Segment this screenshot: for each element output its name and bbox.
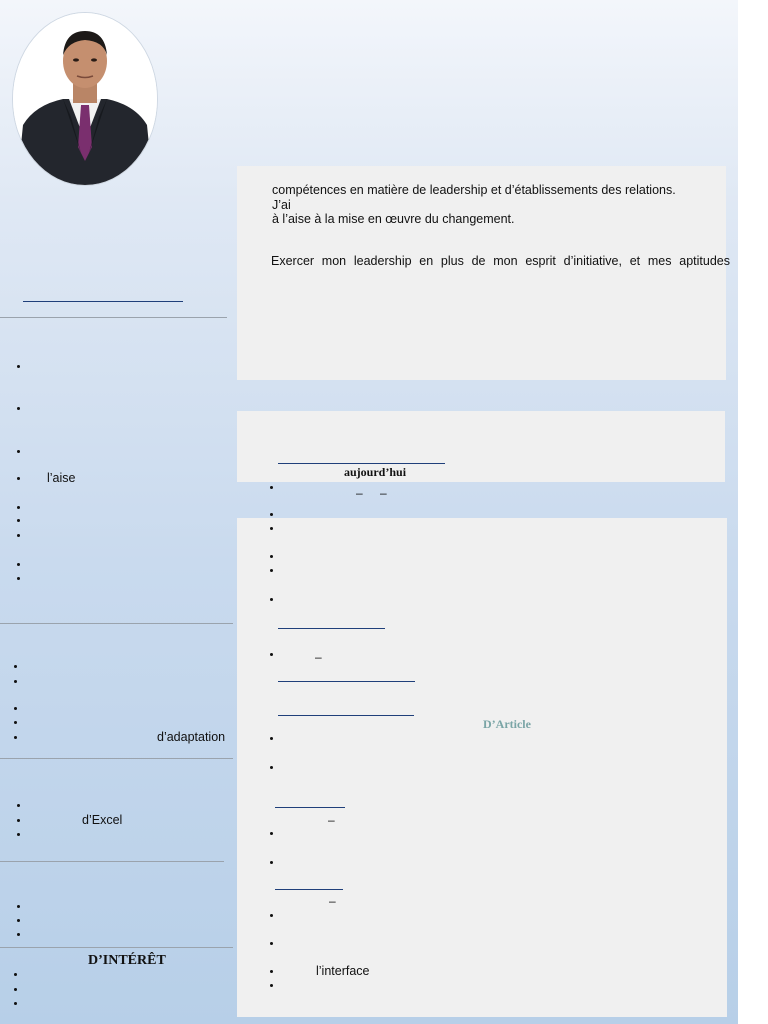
sidebar-divider: [0, 317, 227, 318]
job-title-underline: [275, 807, 345, 808]
qualities-bullet: [14, 665, 17, 668]
skills-bullet: [17, 407, 20, 410]
computing-bullet: [17, 833, 20, 836]
sidebar-divider: [0, 758, 233, 759]
experience-bullet: [270, 527, 273, 530]
summary-panel: [237, 166, 726, 380]
article-label: D’Article: [483, 717, 531, 731]
summary-line-2: J’ai: [272, 198, 291, 212]
languages-bullet: [17, 905, 20, 908]
date-dash: –: [328, 813, 335, 827]
computing-bullet: [17, 804, 20, 807]
skills-bullet: [17, 365, 20, 368]
skills-bullet: [17, 477, 20, 480]
experience-bullet: [270, 653, 273, 656]
experience-bullet: [270, 914, 273, 917]
experience-header-panel: [237, 411, 725, 482]
interests-bullet: [14, 973, 17, 976]
interests-heading: D’INTÉRÊT: [88, 953, 166, 968]
date-dash: –: [356, 486, 363, 500]
skills-bullet: [17, 519, 20, 522]
experience-bullet: [270, 832, 273, 835]
experience-bullet: [270, 737, 273, 740]
interests-bullet: [14, 1002, 17, 1005]
experience-bullet: [270, 513, 273, 516]
skills-bullet: [17, 506, 20, 509]
skills-bullet: [17, 577, 20, 580]
qualities-bullet: [14, 707, 17, 710]
experience-bullet: [270, 486, 273, 489]
job-title-underline: [278, 681, 415, 682]
sidebar-contact-underline: [23, 301, 183, 302]
skills-bullet: [17, 450, 20, 453]
experience-item-interface: l’interface: [316, 964, 370, 978]
skills-bullet: [17, 563, 20, 566]
languages-bullet: [17, 919, 20, 922]
job-title-underline: [278, 715, 414, 716]
skills-item-aise: l’aise: [47, 471, 76, 485]
date-dash: –: [380, 486, 387, 500]
languages-bullet: [17, 933, 20, 936]
qualities-bullet: [14, 721, 17, 724]
profile-photo: [12, 12, 158, 186]
date-dash: –: [329, 894, 336, 908]
qualities-bullet: [14, 680, 17, 683]
interests-bullet: [14, 988, 17, 991]
computing-item-excel: d’Excel: [82, 813, 123, 827]
sidebar-divider: [0, 623, 233, 624]
skills-bullet: [17, 534, 20, 537]
sidebar-divider: [0, 947, 233, 948]
experience-bullet: [270, 984, 273, 987]
experience-bullet: [270, 861, 273, 864]
qualities-item-adaptation: d’adaptation: [157, 730, 226, 744]
experience-bullet: [270, 766, 273, 769]
date-dash: –: [315, 650, 322, 664]
experience-date-label: aujourd’hui: [344, 465, 407, 479]
summary-line-1: compétences en matière de leadership et d’établissements des relations.: [272, 183, 676, 197]
summary-line-4: Exercer mon leadership en plus de mon esprit d’initiative, et mes aptitudes: [271, 254, 730, 268]
sidebar-divider: [0, 861, 224, 862]
experience-bullet: [270, 569, 273, 572]
experience-bullet: [270, 942, 273, 945]
experience-bullet: [270, 970, 273, 973]
experience-panel: [237, 518, 727, 1017]
computing-bullet: [17, 819, 20, 822]
job-title-underline: [275, 889, 343, 890]
job-title-underline: [278, 628, 385, 629]
experience-bullet: [270, 598, 273, 601]
experience-bullet: [270, 555, 273, 558]
summary-line-3: à l’aise à la mise en œuvre du changement.: [272, 212, 515, 226]
qualities-bullet: [14, 736, 17, 739]
experience-title-underline: [278, 463, 445, 464]
